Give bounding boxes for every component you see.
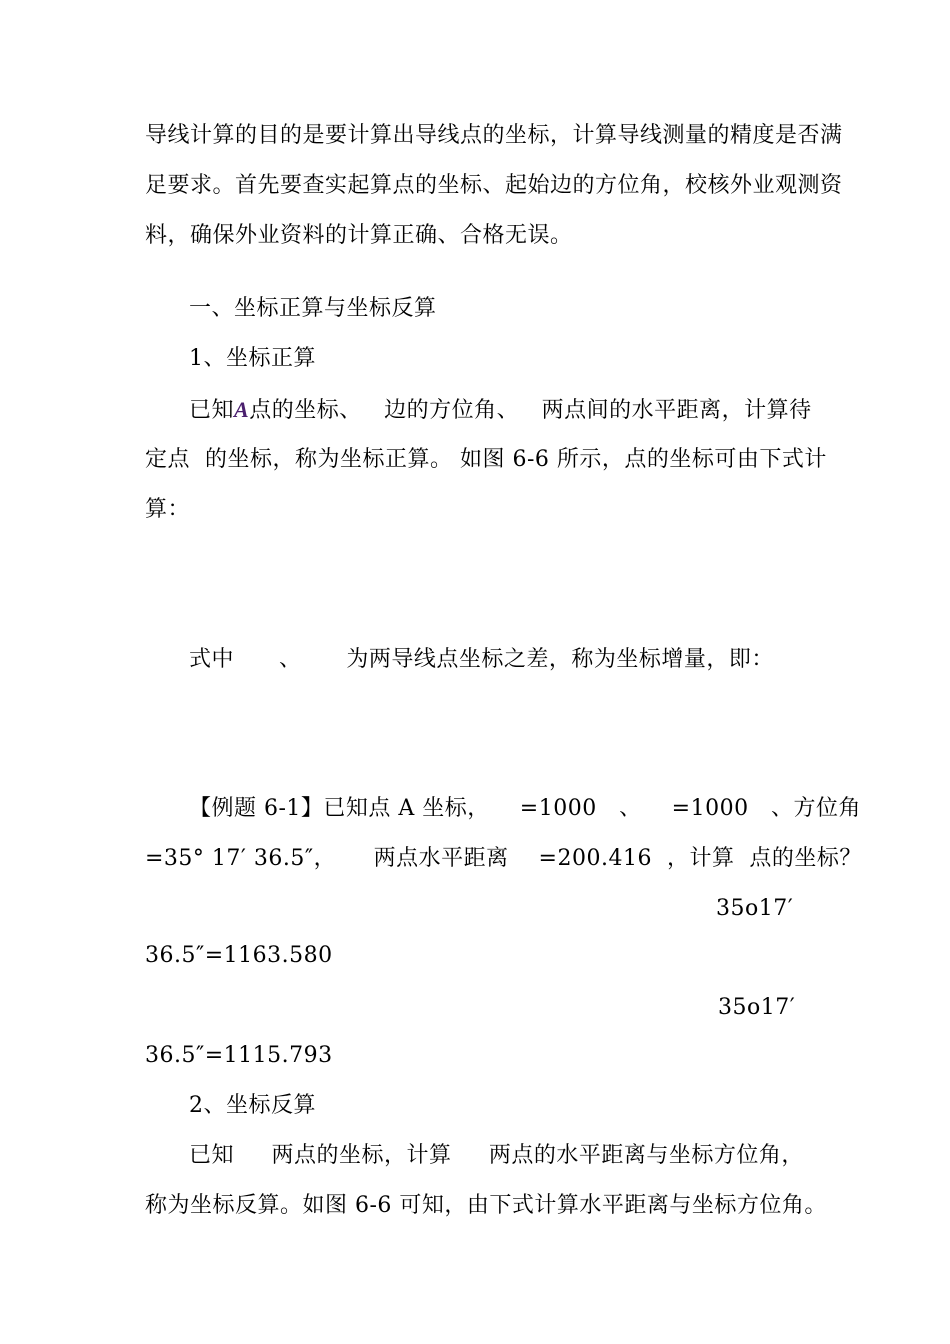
forward-line-3: 算： — [145, 497, 191, 522]
subsection-heading-inverse: 2、坐标反算 — [189, 1093, 316, 1118]
inverse-line-1: 已知 两点的坐标，计算 两点的水平距离与坐标方位角， — [189, 1143, 804, 1168]
symbol-a: A — [234, 397, 250, 422]
section-heading-coordinate-computation: 一、坐标正算与坐标反算 — [189, 296, 437, 321]
inverse-line-2: 称为坐标反算。如图 6-6 可知，由下式计算水平距离与坐标方位角。 — [145, 1193, 827, 1218]
example-line-2: =35° 17′ 36.5″， 两点水平距离 =200.416 ，计算 点的坐标？ — [145, 846, 862, 871]
example-result-a: 36.5″=1163.580 — [145, 943, 333, 968]
example-result-b: 36.5″=1115.793 — [145, 1043, 333, 1068]
forward-line-1 — [189, 396, 812, 425]
example-line-1: 【例题 6-1】已知点 A 坐标， =1000 、 =1000 、方位角 — [189, 796, 862, 821]
subsection-heading-forward: 1、坐标正算 — [189, 346, 316, 371]
example-angle-a: 35o17′ — [716, 896, 794, 921]
forward-line-1-start: 已知 — [189, 398, 235, 423]
forward-line-2: 定点 的坐标，称为坐标正算。 如图 6-6 所示，点的坐标可由下式计 — [145, 447, 827, 472]
intro-line-2: 足要求。首先要查实起算点的坐标、起始边的方位角，校核外业观测资 — [145, 173, 843, 198]
formula-note: 式中 、 为两导线点坐标之差，称为坐标增量，即： — [189, 647, 774, 672]
intro-line-1: 导线计算的目的是要计算出导线点的坐标，计算导线测量的精度是否满 — [145, 123, 843, 148]
example-angle-b: 35o17′ — [718, 995, 796, 1020]
forward-line-1-rest: 点的坐标、 边的方位角、 两点间的水平距离，计算待 — [249, 398, 812, 423]
intro-line-3: 料，确保外业资料的计算正确、合格无误。 — [145, 223, 573, 248]
